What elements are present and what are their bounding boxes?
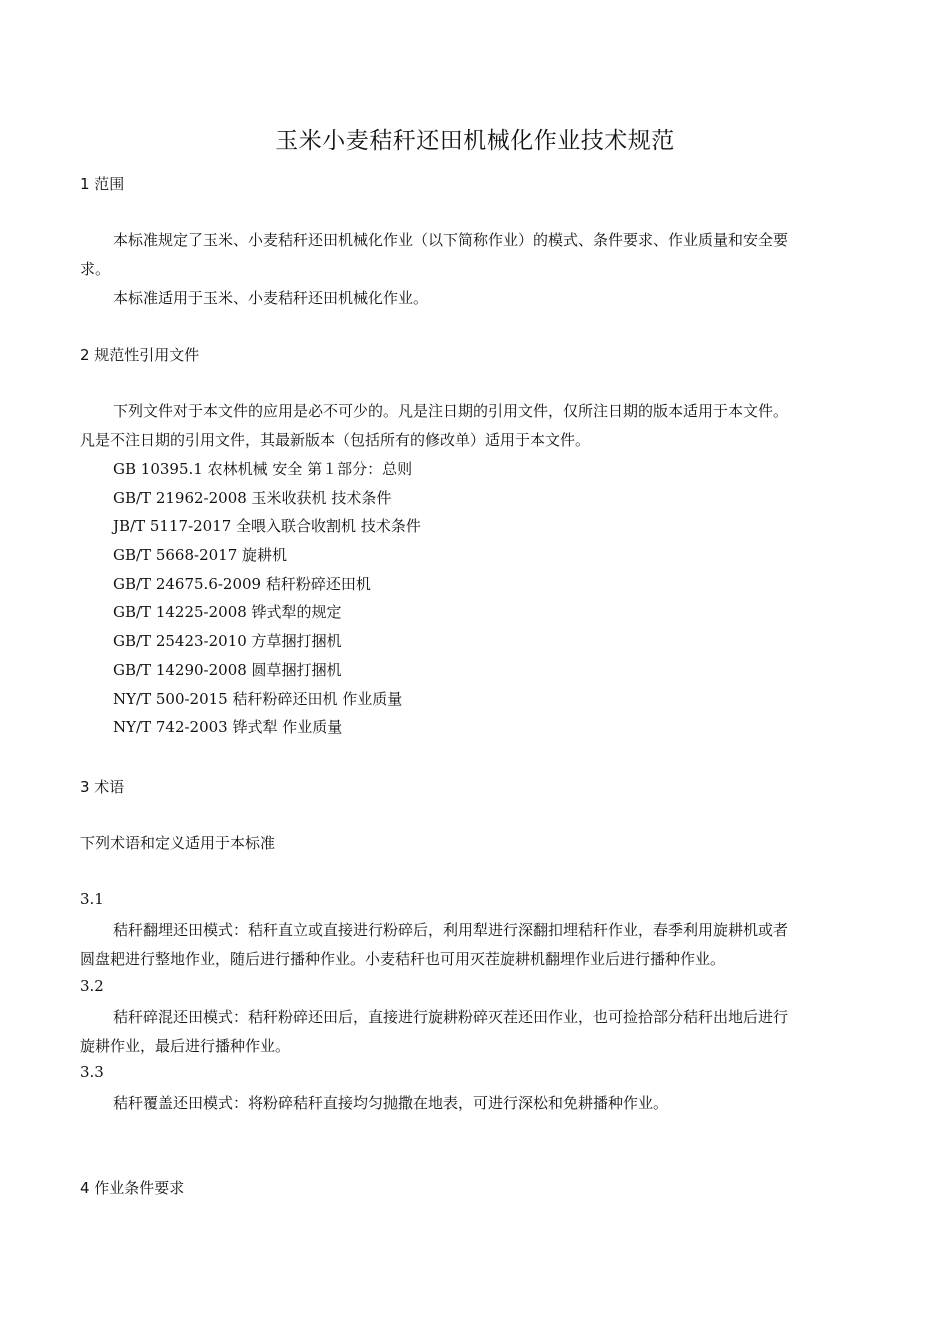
- term-definition-line-2: 旋耕作业，最后进行播种作业。: [80, 1037, 291, 1055]
- term-number: 3.1: [80, 890, 104, 908]
- section-1-para-1-line-1: 本标准规定了玉米、小麦秸秆还田机械化作业（以下简称作业）的模式、条件要求、作业质量和安全要: [113, 231, 789, 249]
- reference-item: GB/T 14225-2008 铧式犁的规定: [113, 603, 342, 622]
- reference-list: [113, 458, 421, 745]
- document-title: 玉米小麦秸秆还田机械化作业技术规范: [275, 128, 675, 154]
- section-3-heading: 3 术语: [80, 778, 125, 796]
- reference-item: GB/T 24675.6-2009 秸秆粉碎还田机: [113, 574, 371, 593]
- reference-item: GB/T 25423-2010 方草捆打捆机: [113, 632, 342, 651]
- section-2-para-line-1: 下列文件对于本文件的应用是必不可少的。凡是注日期的引用文件，仅所注日期的版本适用于本文件。: [113, 402, 789, 420]
- section-2-para-line-2: 凡是不注日期的引用文件，其最新版本（包括所有的修改单）适用于本文件。: [80, 431, 591, 449]
- term-definition-line-1: 秸秆覆盖还田模式：将粉碎秸秆直接均匀抛撒在地表，可进行深松和免耕播种作业。: [113, 1094, 669, 1112]
- section-3-intro: 下列术语和定义适用于本标准: [80, 834, 276, 852]
- section-1-heading: 1 范围: [80, 175, 125, 193]
- reference-item: GB/T 21962-2008 玉米收获机 技术条件: [113, 488, 392, 507]
- reference-item: NY/T 500-2015 秸秆粉碎还田机 作业质量: [113, 689, 403, 708]
- section-2-heading: 2 规范性引用文件: [80, 346, 200, 364]
- term-number: 3.2: [80, 977, 104, 995]
- reference-item: NY/T 742-2003 铧式犁 作业质量: [113, 718, 343, 737]
- section-4-heading: 4 作业条件要求: [80, 1179, 185, 1197]
- term-definition-line-2: 圆盘耙进行整地作业，随后进行播种作业。小麦秸秆也可用灭茬旋耕机翻埋作业后进行播种作业。: [80, 950, 726, 968]
- term-number: 3.3: [80, 1063, 104, 1081]
- term-definition-line-1: 秸秆翻埋还田模式：秸秆直立或直接进行粉碎后，利用犁进行深翻扣埋秸秆作业，春季利用旋耕机或者: [113, 921, 789, 939]
- reference-item: JB/T 5117-2017 全喂入联合收割机 技术条件: [113, 517, 421, 536]
- section-1-para-2: 本标准适用于玉米、小麦秸秆还田机械化作业。: [113, 289, 429, 307]
- reference-item: GB 10395.1 农林机械 安全 第１部分：总则: [113, 460, 413, 478]
- reference-item: GB/T 5668-2017 旋耕机: [113, 546, 288, 565]
- reference-item: GB/T 14290-2008 圆草捆打捆机: [113, 660, 342, 679]
- term-definition-line-1: 秸秆碎混还田模式：秸秆粉碎还田后，直接进行旋耕粉碎灭茬还田作业，也可捡拾部分秸秆出地后进行: [113, 1008, 789, 1026]
- section-1-para-1-line-2: 求。: [80, 260, 111, 278]
